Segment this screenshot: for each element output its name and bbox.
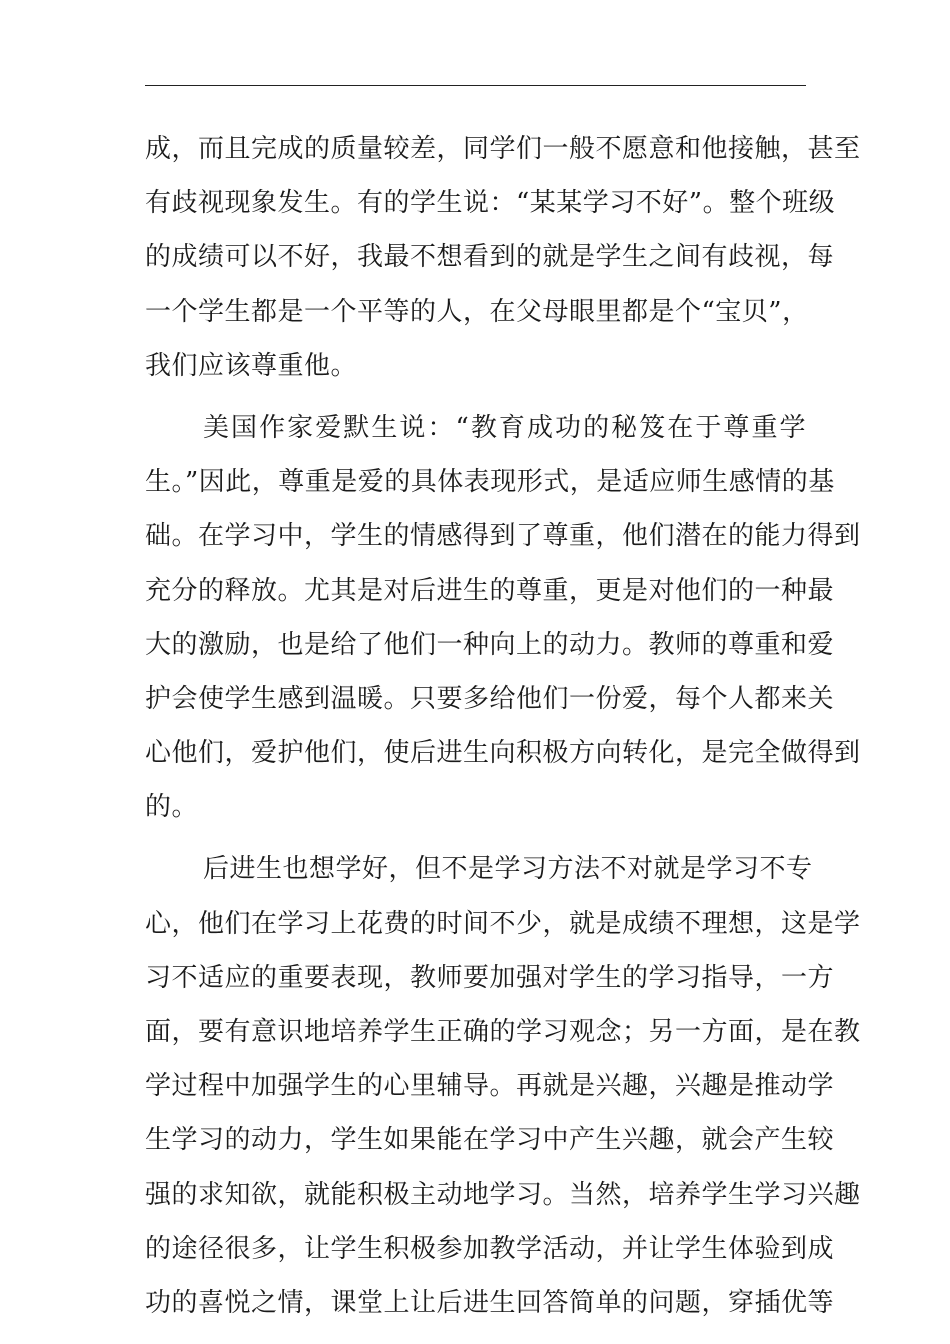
text-line: 一个学生都是一个平等的人，在父母眼里都是个“宝贝”， xyxy=(145,296,809,327)
text-line: 础。在学习中，学生的情感得到了尊重，他们潜在的能力得到 xyxy=(145,521,861,552)
text-line: 大的激励，也是给了他们一种向上的动力。教师的尊重和爱 xyxy=(145,629,835,660)
text-line: 的途径很多，让学生积极参加教学活动，并让学生体验到成 xyxy=(145,1233,835,1264)
text-line: 学过程中加强学生的心里辅导。再就是兴趣，兴趣是推动学 xyxy=(145,1071,835,1102)
paragraph xyxy=(145,122,861,393)
paragraph xyxy=(145,842,861,1330)
paragraph xyxy=(145,401,861,835)
text-line: 护会使学生感到温暖。只要多给他们一份爱，每个人都来关 xyxy=(145,683,835,714)
text-line: 美国作家爱默生说：“教育成功的秘笈在于尊重学 xyxy=(203,412,806,443)
text-line: 我们应该尊重他。 xyxy=(145,350,358,381)
text-line: 面，要有意识地培养学生正确的学习观念；另一方面，是在教 xyxy=(145,1017,861,1047)
document-body xyxy=(145,122,861,1330)
text-line: 心，他们在学习上花费的时间不少，就是成绩不理想，这是学 xyxy=(145,908,861,939)
header-rule xyxy=(145,85,806,86)
text-line: 的成绩可以不好，我最不想看到的就是学生之间有歧视，每 xyxy=(145,242,835,273)
text-line: 生学习的动力，学生如果能在学习中产生兴趣，就会产生较 xyxy=(145,1125,835,1156)
text-line: 后进生也想学好，但不是学习方法不对就是学习不专 xyxy=(203,854,813,885)
text-line: 的。 xyxy=(145,792,199,823)
text-line: 习不适应的重要表现，教师要加强对学生的学习指导，一方 xyxy=(145,962,835,993)
text-line: 心他们，爱护他们，使后进生向积极方向转化，是完全做得到 xyxy=(145,738,861,769)
text-line: 有歧视现象发生。有的学生说：“某某学习不好”。整个班级 xyxy=(145,188,836,219)
text-line: 成，而且完成的质量较差，同学们一般不愿意和他接触，甚至 xyxy=(145,134,861,164)
text-line: 强的求知欲，就能积极主动地学习。当然，培养学生学习兴趣 xyxy=(145,1179,861,1210)
text-line: 生。”因此，尊重是爱的具体表现形式，是适应师生感情的基 xyxy=(145,467,835,498)
text-line: 充分的释放。尤其是对后进生的尊重，更是对他们的一种最 xyxy=(145,575,835,606)
text-line: 功的喜悦之情，课堂上让后进生回答简单的问题，穿插优等 xyxy=(145,1287,835,1318)
